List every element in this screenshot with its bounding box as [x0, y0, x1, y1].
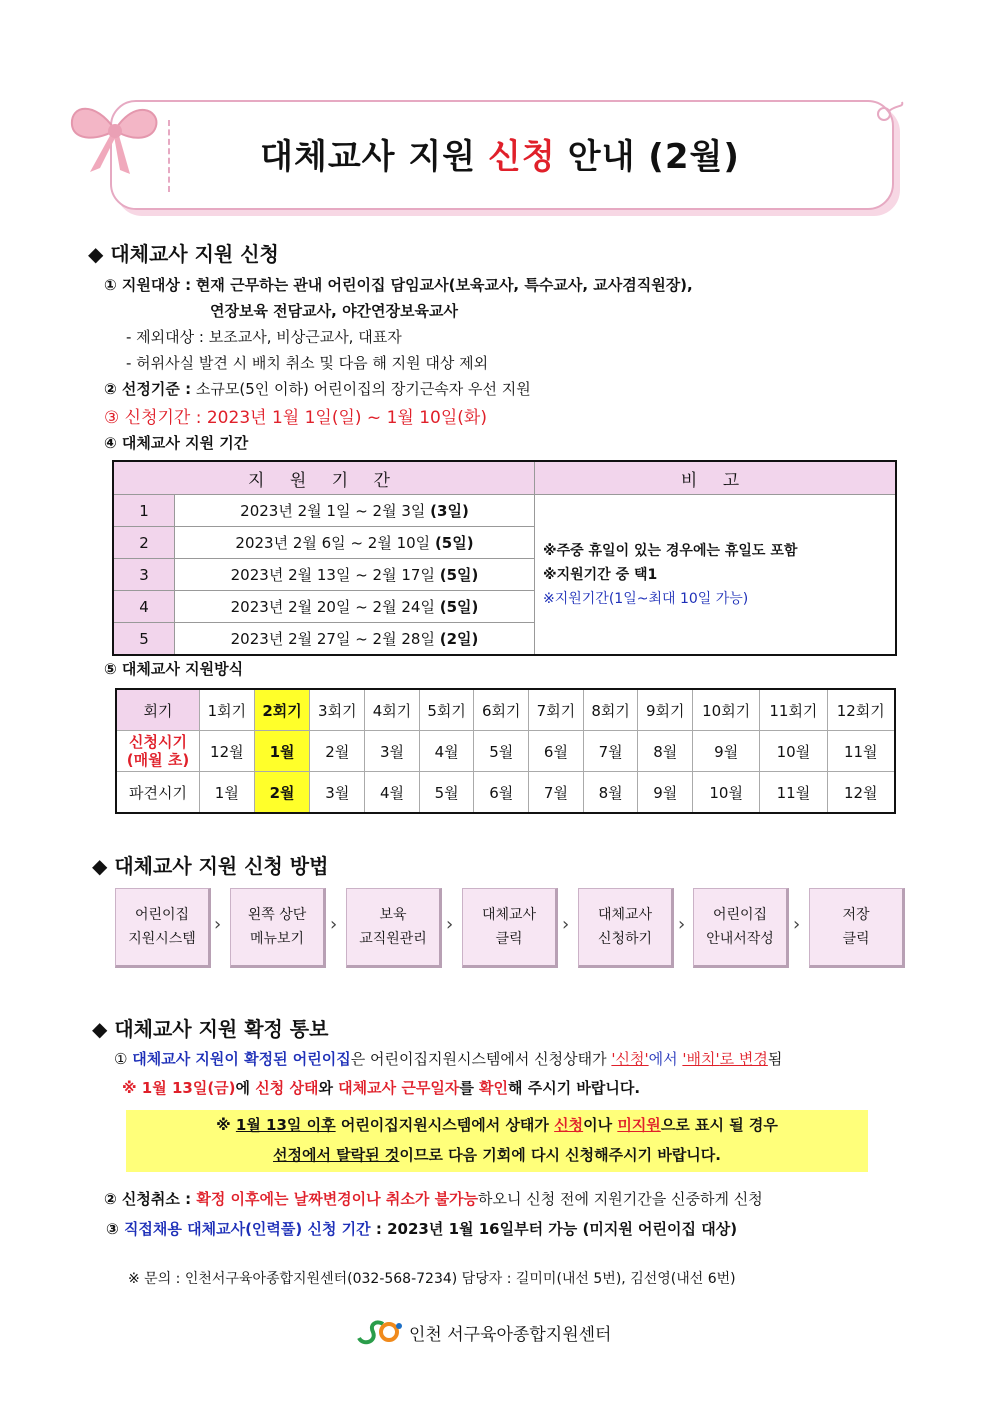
- chevron-right-icon: ›: [793, 914, 801, 935]
- dispatch-cell: 10월: [693, 772, 760, 814]
- step-childcare-system: 어린이집 지원시스템: [115, 888, 211, 968]
- item2-text: 소규모(5인 이하) 어린이집의 장기근속자 우선 지원: [195, 380, 531, 398]
- item2-line: [104, 378, 531, 399]
- direct-hire-line: ③ 직접채용 대체교사(인력풀) 신청 기간 : 2023년 1월 16일부터 가능 (미지원 어린이집 대상): [106, 1220, 738, 1238]
- chevron-right-icon: ›: [330, 914, 338, 935]
- notice-box: [126, 1110, 868, 1172]
- apply-cell: 2월: [310, 731, 365, 772]
- title-post: 안내 (2월): [567, 136, 740, 177]
- apply-cell: 10월: [760, 731, 827, 772]
- row-period: 2023년 2월 13일 ~ 2월 17일 (5일): [175, 559, 535, 591]
- dispatch-cell: 1월: [200, 772, 255, 814]
- page-title: [110, 100, 890, 206]
- round-cell: 7회기: [529, 689, 584, 731]
- dispatch-cell: 3월: [310, 772, 365, 814]
- org-name: 인천 서구육아종합지원센터: [409, 1324, 612, 1345]
- chevron-right-icon: ›: [214, 914, 222, 935]
- note-cell: [535, 495, 897, 656]
- apply-cell: 5월: [474, 731, 529, 772]
- round-cell: 9회기: [638, 689, 693, 731]
- apply-cell: 3월: [365, 731, 420, 772]
- dispatch-cell-highlight: 2월: [254, 772, 310, 814]
- step-save: 저장 클릭: [809, 888, 905, 968]
- dispatch-cell: 8월: [583, 772, 638, 814]
- header-period: 지 원 기 간: [113, 461, 535, 495]
- cancel-line: ② 신청취소 : 확정 이후에는 날짜변경이나 취소가 불가능하오니 신청 전에 지원기간을 신중하게 신청: [104, 1190, 763, 1208]
- apply-cell: 4월: [419, 731, 474, 772]
- item1-line2: 연장보육 전담교사, 야간연장보육교사: [210, 302, 458, 320]
- notice-line2: 선정에서 탈락된 것이므로 다음 기회에 다시 신청해주시기 바랍니다.: [273, 1146, 721, 1164]
- round-row: [116, 689, 895, 731]
- dispatch-cell: 12월: [827, 772, 895, 814]
- title-pre: 대체교사 지원: [260, 136, 477, 177]
- dispatch-cell: 5월: [419, 772, 474, 814]
- item1-line1: [104, 274, 693, 295]
- apply-cell: 11월: [827, 731, 895, 772]
- apply-cell: 9월: [693, 731, 760, 772]
- confirm-line2: ※ 1월 13일(금)에 신청 상태와 대체교사 근무일자를 확인해 주시기 바랍니다.: [122, 1079, 641, 1097]
- step-staff-management: 보육 교직원관리: [346, 888, 442, 968]
- apply-cell-highlight: 1월: [254, 731, 310, 772]
- row-number: 5: [113, 623, 175, 656]
- exclude-note: - 제외대상 : 보조교사, 비상근교사, 대표자: [126, 328, 402, 346]
- note-max-days: ※지원기간(1일~최대 10일 가능): [543, 590, 749, 607]
- row-number: 4: [113, 591, 175, 623]
- row-number: 2: [113, 527, 175, 559]
- period-table-header: [113, 461, 896, 495]
- org-logo: [355, 1318, 611, 1346]
- round-cell: 6회기: [474, 689, 529, 731]
- round-cell: 4회기: [365, 689, 420, 731]
- section3-heading: ◆ 대체교사 지원 확정 통보: [92, 1017, 329, 1041]
- note-choose-one: ※지원기간 중 택1: [543, 566, 658, 583]
- round-cell: 5회기: [419, 689, 474, 731]
- section1-heading: ◆ 대체교사 지원 신청: [88, 242, 279, 266]
- step-menu: 왼쪽 상단 메뉴보기: [230, 888, 326, 968]
- period-table: [112, 460, 897, 656]
- table-row: [113, 495, 896, 527]
- dispatch-cell: 11월: [760, 772, 827, 814]
- round-cell: 3회기: [310, 689, 365, 731]
- apply-period: ③ 신청기간 : 2023년 1월 1일(일) ~ 1월 10일(화): [104, 408, 487, 428]
- round-label: 회기: [116, 689, 200, 731]
- note-holiday: ※주중 휴일이 있는 경우에는 휴일도 포함: [543, 542, 798, 559]
- row-period: 2023년 2월 6일 ~ 2월 10일 (5일): [175, 527, 535, 559]
- apply-cell: 6월: [529, 731, 584, 772]
- item1-text: 현재 근무하는 관내 어린이집 담임교사(보육교사, 특수교사, 교사겸직원장),: [195, 276, 693, 294]
- false-info-note: - 허위사실 발견 시 배치 취소 및 다음 해 지원 대상 제외: [126, 354, 489, 372]
- round-table: [115, 688, 896, 814]
- round-cell: 12회기: [827, 689, 895, 731]
- apply-row: [116, 731, 895, 772]
- step-substitute-click: 대체교사 클릭: [462, 888, 558, 968]
- item1-label: ① 지원대상 :: [104, 276, 192, 294]
- row-period: 2023년 2월 27일 ~ 2월 28일 (2일): [175, 623, 535, 656]
- contact-info: ※ 문의 : 인천서구육아종합지원센터(032-568-7234) 담당자 : 길미미(내선 5번), 김선영(내선 6번): [128, 1271, 736, 1287]
- chevron-right-icon: ›: [562, 914, 570, 935]
- apply-cell: 7월: [583, 731, 638, 772]
- row-period: 2023년 2월 20일 ~ 2월 24일 (5일): [175, 591, 535, 623]
- chevron-right-icon: ›: [446, 914, 454, 935]
- round-cell: 8회기: [583, 689, 638, 731]
- apply-label: 신청시기 (매월 초): [116, 731, 200, 772]
- apply-cell: 8월: [638, 731, 693, 772]
- item2-label: ② 선정기준 :: [104, 380, 192, 398]
- dispatch-cell: 9월: [638, 772, 693, 814]
- round-cell: 10회기: [693, 689, 760, 731]
- step-guide-form: 어린이집 안내서작성: [693, 888, 789, 968]
- dispatch-cell: 7월: [529, 772, 584, 814]
- round-cell-highlight: 2회기: [254, 689, 310, 731]
- apply-cell: 12월: [200, 731, 255, 772]
- title-highlight: 신청: [488, 136, 556, 177]
- row-period: 2023년 2월 1일 ~ 2월 3일 (3일): [175, 495, 535, 527]
- dispatch-label: 파견시기: [116, 772, 200, 814]
- round-cell: 11회기: [760, 689, 827, 731]
- dispatch-cell: 4월: [365, 772, 420, 814]
- org-logo-icon: [355, 1318, 403, 1346]
- row-number: 1: [113, 495, 175, 527]
- chevron-right-icon: ›: [678, 914, 686, 935]
- item4-heading: ④ 대체교사 지원 기간: [104, 434, 249, 452]
- round-cell: 1회기: [200, 689, 255, 731]
- confirm-line1: ① 대체교사 지원이 확정된 어린이집은 어린이집지원시스템에서 신청상태가 '신청'에서 '배치'로 변경됨: [114, 1050, 783, 1068]
- dispatch-cell: 6월: [474, 772, 529, 814]
- section2-heading: ◆ 대체교사 지원 신청 방법: [92, 854, 329, 878]
- item5-heading: ⑤ 대체교사 지원방식: [104, 660, 244, 678]
- header-note: 비 고: [535, 461, 897, 495]
- dispatch-row: [116, 772, 895, 814]
- row-number: 3: [113, 559, 175, 591]
- notice-line1: ※ 1월 13일 이후 어린이집지원시스템에서 상태가 신청이나 미지원으로 표시 될 경우: [216, 1116, 778, 1134]
- step-substitute-apply: 대체교사 신청하기: [578, 888, 674, 968]
